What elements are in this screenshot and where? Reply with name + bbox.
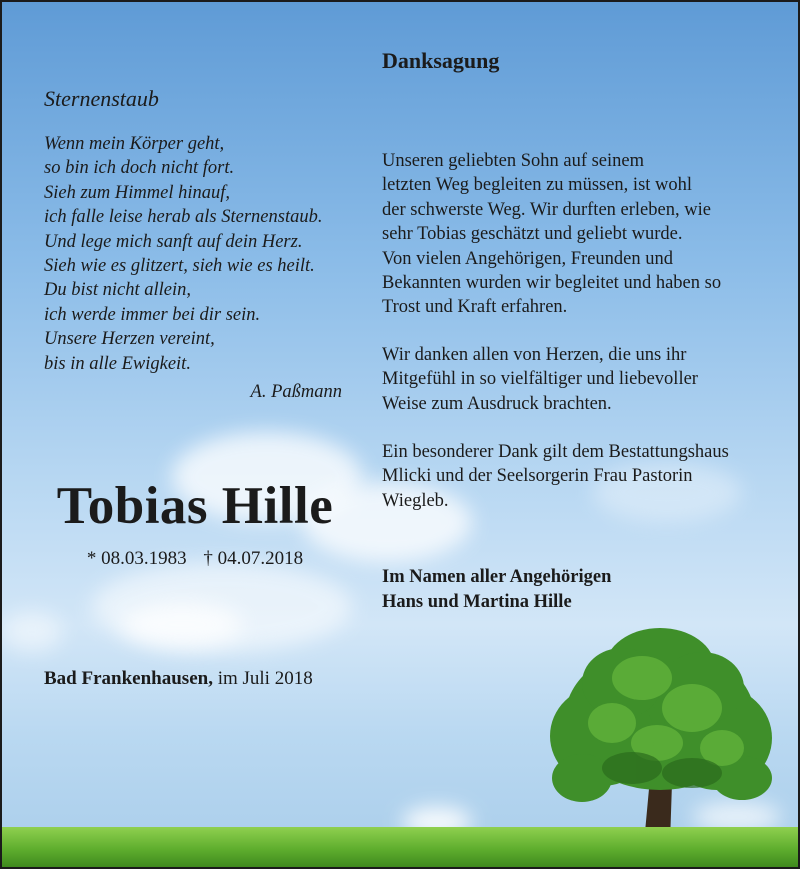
paragraph-line: Bekannten wurden wir begleitet und haben so [382, 273, 722, 294]
deceased-name: Tobias Hille [56, 477, 334, 535]
poem-line: Sieh wie es glitzert, sieh wie es heilt. [44, 256, 315, 277]
poem-line: so bin ich doch nicht fort. [44, 158, 235, 179]
signature [382, 565, 611, 615]
place-town: Bad Frankenhausen, [44, 668, 213, 689]
signature-line: Im Namen aller Angehörigen [382, 567, 612, 587]
poem-line: Unsere Herzen vereint, [44, 329, 215, 350]
paragraph-line: Unseren geliebten Sohn auf seinem [382, 151, 645, 171]
signature-line: Hans und Martina Hille [382, 592, 572, 612]
poem [44, 132, 323, 376]
poem-line: Und lege mich sanft auf dein Herz. [44, 231, 303, 252]
paragraph-line: Weise zum Ausdruck brachten. [382, 393, 612, 414]
thanks-paragraph [382, 343, 792, 416]
paragraph-line: der schwerste Weg. Wir durften erleben, wie [382, 199, 711, 220]
cloud [2, 612, 62, 652]
paragraph-line: Wiegleb. [382, 490, 449, 511]
poem-title: Sternenstaub [44, 86, 159, 111]
cloud [122, 602, 242, 647]
poem-line: Sieh zum Himmel hinauf, [44, 182, 231, 203]
thanks-paragraph [382, 149, 792, 320]
life-dates [46, 548, 344, 570]
paragraph-line: Wir danken allen von Herzen, die uns ihr [382, 345, 687, 365]
tree-illustration [542, 628, 782, 843]
poem-author: A. Paßmann [250, 382, 342, 402]
paragraph-line: Trost und Kraft erfahren. [382, 297, 568, 318]
paragraph-line: Von vielen Angehörigen, Freunden und [382, 248, 673, 269]
thanks-paragraph [382, 440, 792, 513]
poem-line: Wenn mein Körper geht, [44, 134, 225, 154]
paragraph-line: Mlicki und der Seelsorgerin Frau Pastorin [382, 466, 693, 487]
poem-line: Du bist nicht allein, [44, 280, 191, 301]
place-and-date [44, 668, 313, 690]
paragraph-line: letzten Weg begleiten zu müssen, ist wohl [382, 175, 693, 196]
birth-date: * 08.03.1983 [86, 548, 187, 569]
poem-line: ich falle leise herab als Sternenstaub. [44, 207, 323, 228]
poem-line: bis in alle Ewigkeit. [44, 353, 191, 374]
grass-meadow [2, 827, 798, 867]
paragraph-line: sehr Tobias geschätzt und geliebt wurde. [382, 224, 683, 245]
poem-line: ich werde immer bei dir sein. [44, 304, 261, 325]
paragraph-line: Mitgefühl in so vielfältiger und liebevoller [382, 369, 698, 390]
death-date: † 04.07.2018 [203, 548, 304, 569]
place-date: im Juli 2018 [217, 668, 313, 689]
thanks-heading: Danksagung [382, 48, 500, 73]
paragraph-line: Ein besonderer Dank gilt dem Bestattungshaus [382, 442, 729, 462]
